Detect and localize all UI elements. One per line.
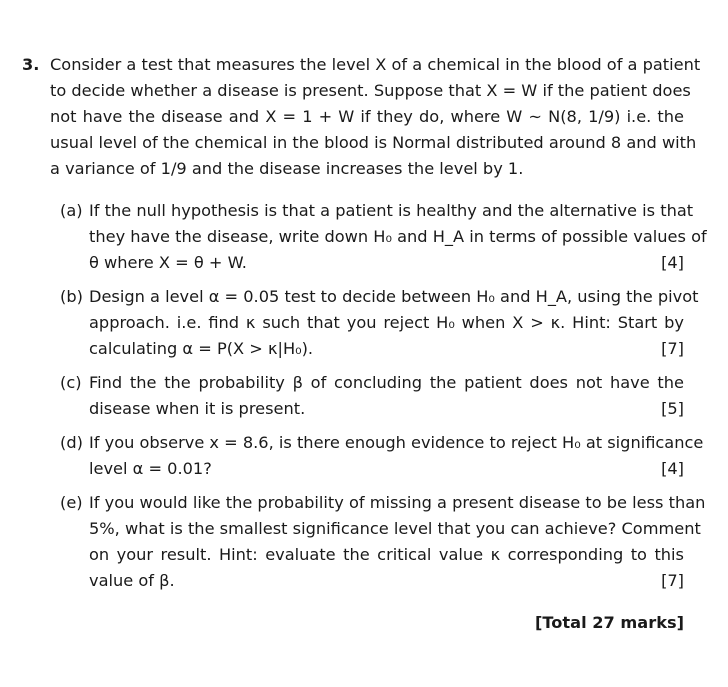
part-label: (e) xyxy=(60,493,83,512)
part-line: disease when it is present. xyxy=(89,399,306,418)
part-label: (a) xyxy=(60,201,83,220)
part-e xyxy=(60,490,706,594)
part-d xyxy=(60,430,704,482)
intro-line: a variance of 1/9 and the disease increases the level by 1. xyxy=(50,159,524,178)
part-line: Design a level α = 0.05 test to decide between H₀ and H_A, using the pivot xyxy=(89,287,699,306)
part-label: (b) xyxy=(60,287,83,306)
part-label: (d) xyxy=(60,433,83,452)
part-marks: [7] xyxy=(661,571,684,590)
part-line: 5%, what is the smallest significance level that you can achieve? Comment xyxy=(89,519,701,538)
part-line: calculating α = P(X > κ|H₀). xyxy=(89,339,314,358)
question-intro xyxy=(50,52,701,182)
intro-line: to decide whether a disease is present. Suppose that X = W if the patient does xyxy=(50,81,691,100)
intro-line: usual level of the chemical in the blood is Normal distributed around 8 and with xyxy=(50,133,697,152)
part-line: Find the the probability β of concluding the patient does not have the xyxy=(89,373,684,392)
part-line: If you would like the probability of missing a present disease to be less than xyxy=(89,493,706,512)
part-line: approach. i.e. find κ such that you reject H₀ when X > κ. Hint: Start by xyxy=(89,313,684,332)
part-line: they have the disease, write down H₀ and H_A in terms of possible values of xyxy=(89,227,707,246)
part-marks: [4] xyxy=(661,253,684,272)
question-number: 3. xyxy=(22,55,40,74)
part-marks: [4] xyxy=(661,459,684,478)
part-label: (c) xyxy=(60,373,82,392)
part-line: level α = 0.01? xyxy=(89,459,212,478)
part-line: value of β. xyxy=(89,571,175,590)
part-line: θ where X = θ + W. xyxy=(89,253,247,272)
part-b xyxy=(60,284,699,362)
part-line: on your result. Hint: evaluate the critical value κ corresponding to this xyxy=(89,545,684,564)
part-line: If the null hypothesis is that a patient is healthy and the alternative is that xyxy=(89,201,694,220)
question-parts xyxy=(60,198,707,602)
part-marks: [5] xyxy=(661,399,684,418)
part-a xyxy=(60,198,707,276)
part-c xyxy=(60,370,684,422)
part-line: If you observe x = 8.6, is there enough evidence to reject H₀ at significance xyxy=(89,433,704,452)
intro-line: Consider a test that measures the level X of a chemical in the blood of a patient xyxy=(50,55,701,74)
intro-line: not have the disease and X = 1 + W if they do, where W ∼ N(8, 1/9) i.e. the xyxy=(50,107,684,126)
total-marks: [Total 27 marks] xyxy=(535,613,684,632)
part-marks: [7] xyxy=(661,339,684,358)
